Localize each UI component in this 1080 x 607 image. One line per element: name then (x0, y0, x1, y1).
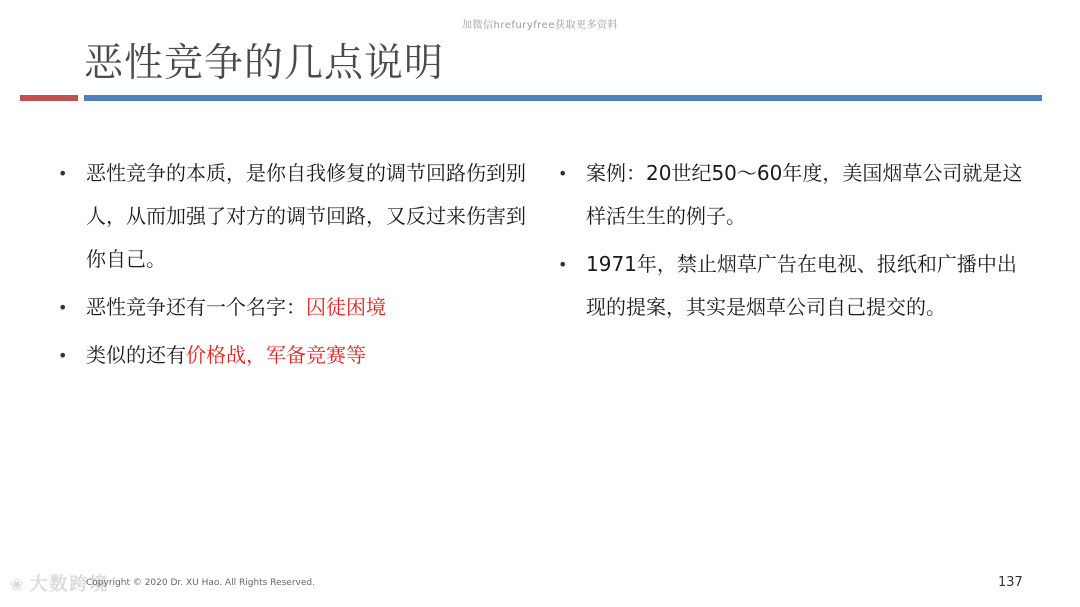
slide-title: 恶性竞争的几点说明 (84, 41, 445, 86)
swirl-icon: ❀ (10, 575, 26, 594)
bullet-item (56, 286, 526, 329)
left-bullet-list (56, 152, 526, 382)
bullet-dot-icon: • (58, 164, 68, 183)
bullet-text: 案例：20世纪50～60年度，美国烟草公司就是这样活生生的例子。 (586, 161, 1023, 228)
bullet-text: 恶性竞争还有一个名字： (86, 295, 306, 319)
bullet-text: 类似的还有 (86, 343, 186, 367)
bullet-dot-icon: • (558, 164, 568, 183)
bullet-item (556, 243, 1026, 329)
page-number: 137 (998, 575, 1023, 590)
bullet-text: 恶性竞争的本质，是你自我修复的调节回路伤到别人，从而加强了对方的调节回路，又反过来伤害到你自己。 (86, 161, 526, 271)
bullet-item (56, 334, 526, 377)
bullet-dot-icon: • (58, 298, 68, 317)
footer-copyright: Copyright © 2020 Dr. XU Hao. All Rights Reserved. (86, 578, 315, 588)
bullet-dot-icon: • (558, 255, 568, 274)
right-bullet-list (556, 152, 1026, 334)
title-accent-bar-red (20, 95, 78, 101)
bullet-text: 1971年，禁止烟草广告在电视、报纸和广播中出现的提案，其实是烟草公司自己提交的。 (586, 252, 1017, 319)
highlight-text: 囚徒困境 (306, 295, 386, 319)
bullet-dot-icon: • (58, 346, 68, 365)
bullet-item (556, 152, 1026, 238)
title-accent-bar-blue (84, 95, 1042, 101)
highlight-text: 价格战，军备竞赛等 (186, 343, 366, 367)
brand-watermark-text: 大数跨境 (29, 574, 110, 595)
top-watermark: 加微信hrefuryfree获取更多资料 (462, 20, 618, 31)
bullet-item (56, 152, 526, 281)
